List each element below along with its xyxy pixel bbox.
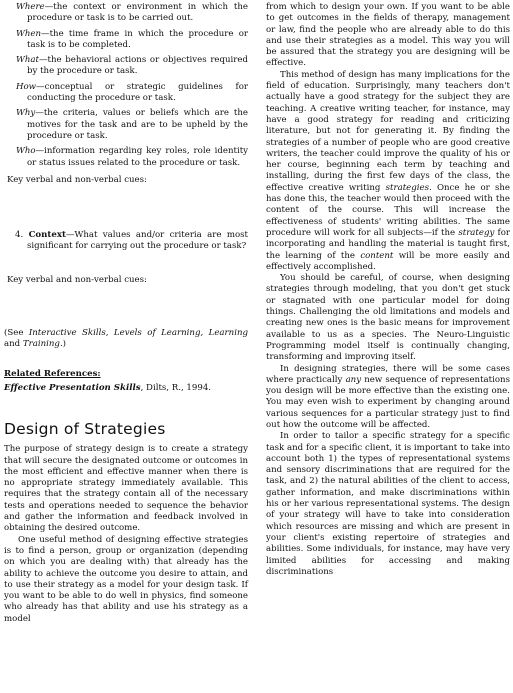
cues-label: Key verbal and non-verbal cues: — [7, 174, 147, 185]
section-heading: Design of Strategies — [4, 420, 166, 439]
related-references-label: Related References: — [4, 368, 101, 379]
reference-title[interactable]: Effective Presentation Skills — [4, 382, 141, 393]
left-paragraph-1: The purpose of strategy design is to create a strategy that will secure the designated outcome or outcomes in the most efficient and effective manner when there is no appropriate strategy immediately available. This requires that the strategy contain all of the necessary tests and operations needed to sequence the behavior and gather the information and feedback involved in obtaining the desired outcome. — [4, 444, 248, 534]
see-also: (See Interactive Skills, Levels of Learning, Learning and Training.) — [4, 328, 248, 350]
right-paragraph-1: from which to design your own. If you want to be able to get outcomes in the fields of therapy, management or law, find the people who are already able to do this and use their strategies as a model. This way you will be assured that the strategy you are designing will be effective. — [266, 2, 510, 69]
left-paragraph-2: One useful method of designing effective strategies is to find a person, group or organization (depending on which you are dealing with) that already has the ability to achieve the outcome you desire to attain, and to use their strategy as a model for your design task. If you want to be able to do well in physics, find someone who already has that ability and use his strategy as a model — [4, 534, 248, 624]
right-column — [266, 2, 510, 578]
definition-why: Why—the criteria, values or beliefs which are the motives for the task and are to be upheld by the procedure or task. — [16, 108, 248, 141]
see-link-2[interactable]: Training — [22, 339, 60, 350]
left-column — [4, 2, 248, 625]
definition-where: Where—the context or environment in which the procedure or task is to be carried out. — [16, 2, 248, 24]
reference-line: Effective Presentation Skills, Dilts, R., 1994. — [4, 382, 212, 393]
definition-who: Who—information regarding key roles, role identity or status issues related to the procedure or task. — [16, 146, 248, 168]
right-paragraph-2: This method of design has many implications for the field of education. Surprisingly, many teachers don't actually have a good strategy for the subject they are teaching. A creative writing teacher, for instance, may have a good strategy for reading and criticizing literature, but not for generating it. By finding the strategies of a number of people who are good creative writers, the teacher could improve the quality of his or her course, beginning each term by teaching and installing, during the first few days of the class, the effective creative writing strategies. Once he or she has done this, the teacher would then proceed with the content of the course. This will increase the effectiveness of students' writing abilities. The same procedure will work for all subjects—if the strategy for incorporating and handling the material is taught first, the learning of the content will be more easily and effectively accomplished. — [266, 69, 510, 272]
item-4-context: 4. Context—What values and/or criteria are most significant for carrying out the procedure or task? — [15, 230, 249, 252]
definition-what: What—the behavioral actions or objectives required by the procedure or task. — [16, 55, 248, 77]
definition-how: How—conceptual or strategic guidelines for conducting the procedure or task. — [16, 81, 248, 104]
cues-label-2: Key verbal and non-verbal cues: — [7, 274, 147, 285]
definition-when: When—the time frame in which the procedure or task is to be completed. — [16, 28, 248, 50]
right-paragraph-4: In designing strategies, there will be some cases where practically any new sequence of representations you design will be more effective than the existing one. You may even wish to experiment by changing around various sequences for a particular strategy just to find out how the outcome will be affected. — [266, 363, 510, 430]
right-paragraph-3: You should be careful, of course, when designing strategies through modeling, that you don't get stuck or stagnated with one particular model for doing things. Challenging the old limitations and models and creating new ones is the basic means for improvement available to us as a species. The Neuro-Linguistic Programming model itself is continually changing, transforming and improving itself. — [266, 273, 510, 363]
see-link-1[interactable]: Interactive Skills, Levels of Learning, Learning — [28, 328, 248, 339]
right-paragraph-5: In order to tailor a specific strategy for a specific task and for a specific client, it is important to take into account both 1) the types of representational systems and sensory discriminations that are required for the task, and 2) the natural abilities of the client to access, gather information, and make discriminations within his or her various representational systems. The design of your strategy will have to take into consideration which resources are missing and which are present in your client's existing repertoire of strategies and abilities. Some individuals, for instance, may have very limited abilities for accessing and making discriminations — [266, 431, 510, 577]
